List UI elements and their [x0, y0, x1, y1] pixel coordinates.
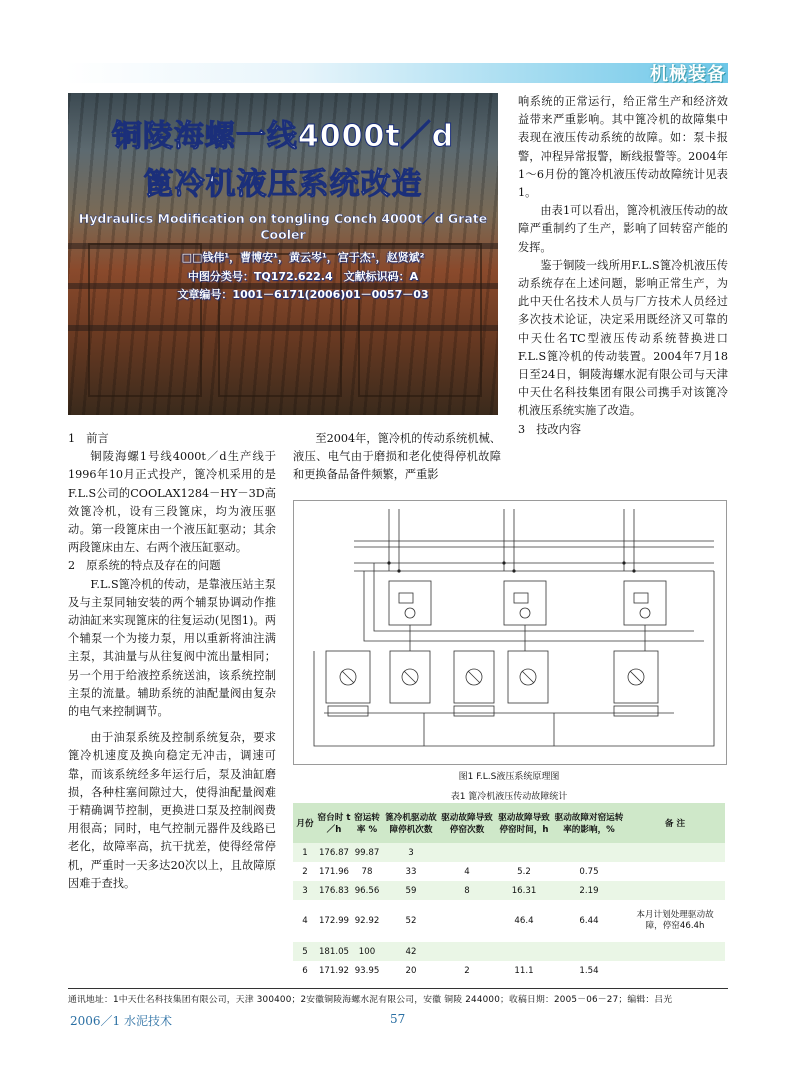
section-heading: 3 技改内容 [518, 422, 582, 436]
footnote: 通讯地址：1中天仕名科技集团有限公司，天津 300400；2安徽铜陵海螺水泥有限公司，安徽 铜陵 244000；收稿日期：2005－06－27；编辑：吕光 [68, 988, 728, 1005]
title-photo [68, 93, 498, 415]
table-row: 5 181.05 100 42 [293, 942, 725, 961]
article-title-line2: 篦冷机液压系统改造 [143, 167, 423, 202]
paragraph: 由表1可以看出，篦冷机液压传动的故障严重制约了生产，影响了回转窑产能的发挥。 [518, 204, 728, 254]
authors: □□钱伟¹，曹博安¹，黄云岑¹，宫于杰¹，赵贤斌² [181, 251, 425, 264]
page-number: 57 [390, 1012, 406, 1026]
english-title: Hydraulics Modification on tongling Conch 4000t／d Grate Cooler [78, 211, 488, 242]
figure-caption: 图1 F.L.S液压系统原理图 [458, 772, 560, 782]
table-header: 驱动故障对窑运转率的影响，% [554, 813, 624, 835]
journal-name: 2006／1 水泥技术 [70, 1014, 172, 1028]
clc-number: 中图分类号：TQ172.622.4 文献标识码：A [187, 270, 419, 283]
table-row: 6 171.92 93.95 20 2 11.1 1.54 [293, 961, 725, 980]
section-heading: 2 原系统的特点及存在的问题 [68, 559, 221, 573]
table-row: 4 172.99 92.92 52 46.4 6.44 本月计划处理驱动故障，停窑46.4h [293, 900, 725, 942]
table-header: 窑台时 t／h [317, 813, 351, 835]
left-column [68, 430, 276, 893]
right-column [518, 93, 728, 439]
paragraph: 鉴于铜陵一线所用F.L.S篦冷机液压传动系统存在上述问题，影响正常生产，为此中天仕名技术人员与厂方技术人员经过多次技术论证，决定采用既经济又可靠的中天仕名TC型液压传动系统替换进口F.L.S篦冷机的传动装置。2004年7月18日至24日，铜陵海螺水泥有限公司与天津中天仕名科技集团有限公司携手对该篦冷机液压系统实施了改造。 [518, 258, 728, 418]
table-row: 1 176.87 99.87 3 [293, 843, 725, 862]
paragraph: 至2004年，篦冷机的传动系统机械、液压、电气由于磨损和老化使得停机故障和更换备品备件频繁，严重影 [293, 432, 501, 482]
schematic-drawing [294, 501, 726, 764]
paragraph: 由于油泵系统及控制系统复杂，要求篦冷机速度及换向稳定无冲击，调速可靠，而该系统经多年运行后，泵及油缸磨损，各种柱塞间隙过大，使得油配量阀难于精确调节控制，更换进口泵及控制阀费用很高；同时，电气控制元器件及线路已老化，故障率高，抗干扰差，使得经常停机，严重时一天多达20次以上，且故障原因难于查找。 [68, 731, 276, 890]
article-number: 文章编号：1001－6171(2006)01－0057－03 [177, 288, 429, 301]
table-header: 驱动故障导致停窑时间，h [498, 813, 550, 835]
table-header: 月份 [296, 819, 314, 829]
section-heading: 1 前言 [68, 432, 109, 445]
table-row: 3 176.83 96.56 59 8 16.31 2.19 [293, 881, 725, 900]
fault-statistics-table [293, 803, 725, 980]
section-label: 机械装备 [650, 64, 726, 85]
table-header: 备 注 [664, 819, 686, 829]
paragraph: 铜陵海螺1号线4000t／d生产线于1996年10月正式投产，篦冷机采用的是F.L.S公司的COOLAX1284－HY－3D高效篦冷机，设有三段篦床，均为液压驱动。第一段篦床由一个液压缸驱动；其余两段篦床由左、右两个液压缸驱动。 [68, 450, 276, 555]
hydraulic-schematic-figure [293, 500, 727, 765]
table-header: 驱动故障导致停窑次数 [441, 813, 493, 835]
table-caption: 表1 篦冷机液压传动故障统计 [450, 792, 568, 802]
paragraph: 响系统的正常运行，给正常生产和经济效益带来严重影响。其中篦冷机的故障集中表现在液压传动系统的故障。如：泵卡报警，冲程异常报警，断线报警等。2004年1～6月份的篦冷机液压传动故障统计见表1。 [518, 95, 728, 200]
table-header: 窑运转率 % [354, 813, 380, 835]
middle-column [293, 430, 501, 485]
table-header: 篦冷机驱动故障停机次数 [385, 813, 437, 835]
article-title-line1: 铜陵海螺一线4000t／d [111, 119, 455, 154]
paragraph: F.L.S篦冷机的传动，是靠液压站主泵及与主泵同轴安装的两个辅泵协调动作推动油缸来实现篦床的往复运动(见图1)。两个辅泵一个为接力泵，用以重新将油注满主泵，其油量与从往复阀中流出量相同；另一个用于给液控系统送油，该系统控制主泵的流量。辅助系统的油配量阀由复杂的电气来控制调节。 [68, 577, 276, 719]
header-band [66, 63, 728, 83]
table-row: 2 171.96 78 33 4 5.2 0.75 [293, 862, 725, 881]
